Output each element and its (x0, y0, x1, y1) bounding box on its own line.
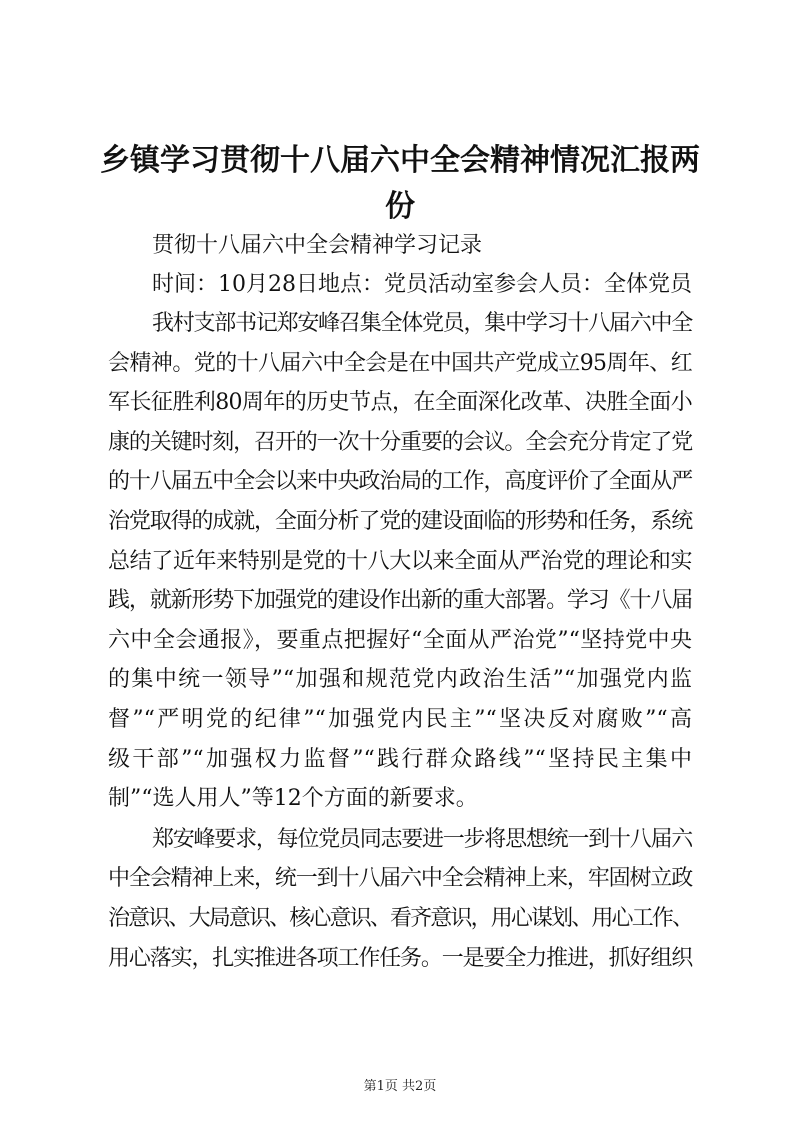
meeting-info: 时间：10月28日地点：党员活动室参会人员：全体党员 (152, 272, 692, 297)
paragraph1-line: 六中全会通报》，要重点把握好“全面从严治党”“坚持党中央 (108, 627, 692, 653)
document-title-line-1: 乡镇学习贯彻十八届六中全会精神情况汇报两 (100, 143, 700, 178)
paragraph1-line: 的十八届五中全会以来中央政治局的工作，高度评价了全面从严 (108, 469, 692, 495)
paragraph1-line: 制”“选人用人”等12个方面的新要求。 (108, 786, 478, 812)
paragraph1-line: 的集中统一领导”“加强和规范党内政治生活”“加强党内监 (108, 667, 692, 693)
paragraph1-line: 督”“严明党的纪律”“加强党内民主”“坚决反对腐败”“高 (108, 707, 692, 732)
paragraph1-line: 会精神。党的十八届六中全会是在中国共产党成立95周年、红 (108, 350, 692, 376)
paragraph1-line: 总结了近年来特别是党的十八大以来全面从严治党的理论和实 (108, 548, 692, 574)
document-title-line-2: 份 (385, 189, 415, 224)
paragraph1-line: 级干部”“加强权力监督”“践行群众路线”“坚持民主集中 (108, 746, 692, 772)
paragraph1-line: 我村支部书记郑安峰召集全体党员，集中学习十八届六中全 (152, 311, 692, 336)
paragraph1-line: 治党取得的成就，全面分析了党的建设面临的形势和任务，系统 (108, 509, 692, 534)
paragraph2-line: 郑安峰要求，每位党员同志要进一步将思想统一到十八届六 (152, 826, 692, 852)
paragraph1-line: 康的关键时刻，召开的一次十分重要的会议。全会充分肯定了党 (108, 429, 692, 455)
paragraph2-line: 治意识、大局意识、核心意识、看齐意识，用心谋划、用心工作、 (108, 906, 692, 931)
page-footer: 第1页 共2页 (363, 1079, 437, 1094)
paragraph2-line: 中全会精神上来，统一到十八届六中全会精神上来，牢固树立政 (108, 866, 692, 892)
paragraph1-line: 践，就新形势下加强党的建设作出新的重大部署。学习《十八届 (108, 588, 692, 614)
subtitle: 贯彻十八届六中全会精神学习记录 (152, 233, 483, 258)
paragraph2-line: 用心落实，扎实推进各项工作任务。一是要全力推进，抓好组织 (108, 945, 692, 971)
paragraph1-line: 军长征胜利80周年的历史节点，在全面深化改革、决胜全面小 (108, 390, 692, 416)
